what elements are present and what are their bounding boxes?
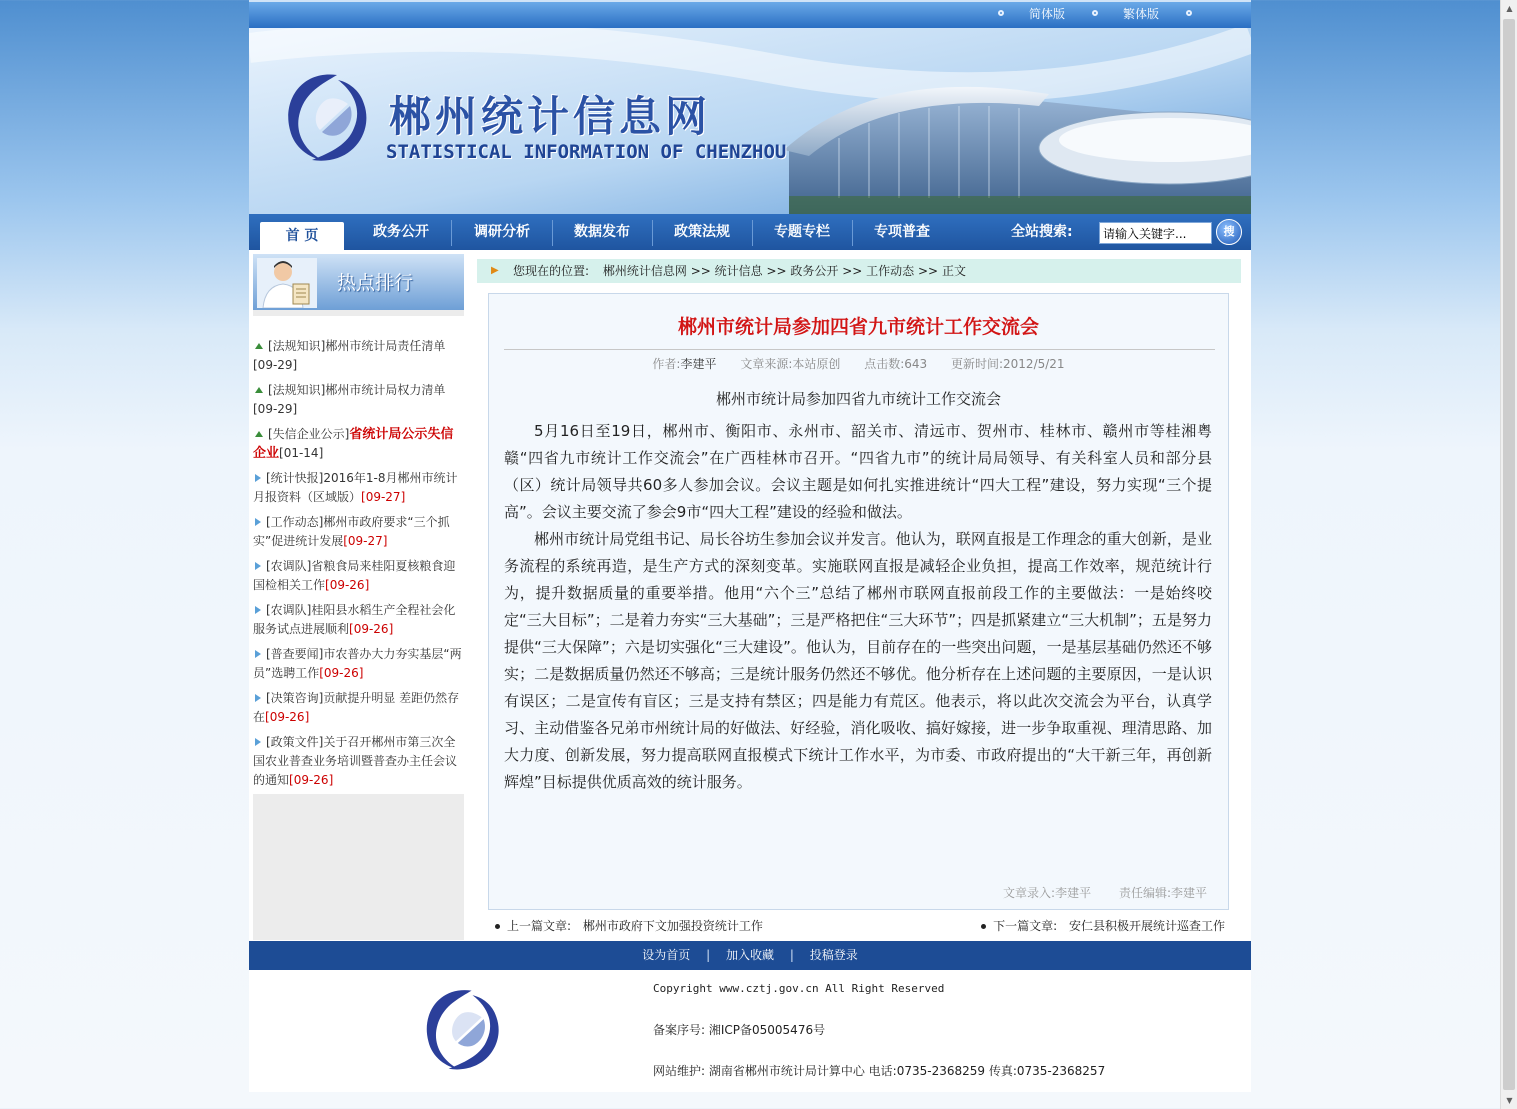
nav-special-column[interactable]: 专题专栏 (774, 224, 830, 240)
source-value: 本站原创 (792, 357, 841, 371)
scroll-up-arrow-icon[interactable]: ▲ (1506, 4, 1513, 13)
list-item[interactable] (253, 645, 463, 683)
hot-ranking-list (253, 316, 464, 794)
footer-maintenance: 网站维护: 湖南省郴州市统计局计算中心 电话:0735-2368259 传真:0735-2368257 (653, 1064, 1106, 1078)
bullet-icon (1186, 10, 1192, 16)
nav-research[interactable]: 调研分析 (474, 224, 530, 240)
set-homepage-link[interactable]: 设为首页 (642, 948, 691, 962)
list-item-text[interactable]: [统计快报]2016年1-8月郴州市统计月报资料（区域版） (253, 471, 458, 504)
list-item[interactable] (253, 425, 463, 463)
sidebar-hot-ranking (253, 254, 464, 940)
traditional-chinese-link[interactable]: 繁体版 (1123, 7, 1160, 21)
vertical-scrollbar[interactable] (1500, 0, 1517, 1109)
breadcrumb-separator: >> (914, 264, 942, 278)
breadcrumb-link-affairs[interactable]: 政务公开 (790, 264, 839, 278)
list-item[interactable] (253, 337, 463, 375)
bullet-icon (981, 924, 986, 929)
breadcrumb-arrow-icon: ▶ (491, 265, 499, 276)
article-title: 郴州市统计局参加四省九市统计工作交流会 (677, 316, 1039, 338)
article-paragraph: 5月16日至19日，郴州市、衡阳市、永州市、韶关市、清远市、贺州市、桂林市、赣州市等桂湘粤赣“四省九市统计工作交流会”在广西桂林市召开。“四省九市”的统计局局领导、有关科室人员和部分县（区）统计局领导共60多人参加会议。会议主题是如何扎实推进统计“四大工程”建设，努力实现“三个提高”。会议主要交流了参会9市“四大工程”建设的经验和做法。 (504, 422, 1212, 521)
footer-link-bar (249, 941, 1251, 970)
arrow-right-icon (255, 694, 261, 702)
breadcrumb-separator: >> (762, 264, 791, 278)
add-favorite-link[interactable]: 加入收藏 (725, 948, 774, 962)
updated-label: 更新时间: (950, 357, 1004, 371)
list-item-date: [09-26] (349, 622, 394, 636)
article-meta (489, 355, 1228, 372)
site-title-en: STATISTICAL INFORMATION OF CHENZHOU (386, 141, 787, 163)
hits-label: 点击数: (864, 357, 905, 371)
list-item-text[interactable]: [决策咨询]贡献提升明显 差距仍然存在 (253, 691, 460, 724)
nav-home[interactable]: 首 页 (260, 222, 344, 250)
scrollbar-thumb[interactable] (1503, 19, 1515, 1090)
sidebar-title: 热点排行 (337, 272, 414, 294)
updated-value: 2012/5/21 (1003, 357, 1065, 371)
bullet-icon (495, 924, 500, 929)
simplified-chinese-link[interactable]: 简体版 (1029, 7, 1066, 21)
list-item[interactable] (253, 469, 463, 507)
sidebar-header (253, 254, 464, 310)
list-item-date: [01-14] (279, 446, 324, 460)
breadcrumb-label: 您现在的位置: (513, 264, 590, 278)
top-strip (249, 0, 1251, 28)
entered-by-label: 文章录入: (1003, 886, 1056, 900)
source-label: 文章来源: (740, 357, 793, 371)
prev-label: 上一篇文章: (507, 919, 572, 933)
breadcrumb-link-work[interactable]: 工作动态 (866, 264, 915, 278)
submit-login-link[interactable]: 投稿登录 (809, 948, 858, 962)
list-item-date: [09-27] (361, 490, 406, 504)
breadcrumb-link-stats[interactable]: 统计信息 (714, 264, 763, 278)
article-panel (488, 293, 1229, 910)
entered-by-value: 李建平 (1055, 886, 1092, 900)
list-item-text[interactable]: [政策文件]关于召开郴州市第三次全国农业普查业务培训暨普查办主任会议的通知 (253, 735, 458, 787)
article-subtitle: 郴州市统计局参加四省九市统计工作交流会 (715, 390, 1001, 408)
list-item-text[interactable]: [工作动态]郴州市政府要求“三个抓实”促进统计发展 (253, 515, 450, 548)
arrow-up-icon (255, 387, 263, 393)
breadcrumb-link-home[interactable]: 郴州统计信息网 (602, 264, 687, 278)
list-item-date: [09-26] (319, 666, 364, 680)
list-item-text[interactable]: [失信企业公示] (268, 427, 350, 441)
page-container (249, 0, 1251, 1092)
arrow-right-icon (255, 606, 261, 614)
article-body (504, 418, 1212, 796)
list-item[interactable] (253, 733, 463, 790)
list-item-date: [09-26] (289, 773, 334, 787)
list-item[interactable] (253, 557, 463, 595)
breadcrumb-separator: >> (838, 264, 867, 278)
list-item-text[interactable]: [农调队]桂阳县水稻生产全程社会化服务试点进展顺利 (253, 603, 456, 636)
nav-policy[interactable]: 政策法规 (674, 224, 730, 240)
list-item-date: [09-29] (253, 358, 298, 372)
nav-government-affairs[interactable]: 政务公开 (373, 224, 429, 240)
main-nav (249, 214, 1251, 250)
author-label: 作者: (652, 357, 681, 371)
list-item[interactable] (253, 513, 463, 551)
list-item-text[interactable]: [法规知识]郴州市统计局责任清单 (268, 339, 446, 353)
arrow-right-icon (255, 562, 261, 570)
arrow-right-icon (255, 738, 261, 746)
site-title-cn: 郴州统计信息网 (389, 92, 712, 141)
article-paragraph: 郴州市统计局党组书记、局长谷坊生参加会议并发言。他认为，联网直报是工作理念的重大创新，是业务流程的系统再造，是生产方式的深刻变革。实施联网直报是减轻企业负担，提高工作效率，规范统计行为，提升数据质量的重要举措。他用“六个三”总结了郴州市联网直报前段工作的主要做法：一是始终咬定“三大目标”；二是着力夯实“三大基础”；三是严格把住“三大环节”；四是抓紧建立“三大机制”；五是努力提供“三大保障”；六是切实强化“三大建设”。他认为，目前存在的一些突出问题，一是基层基础仍然还不够实；二是数据质量仍然还不够高；三是统计服务仍然还不够优。他分析存在上述问题的主要原因，一是认识有误区；二是宣传有盲区；三是支持有禁区；四是能力有荒区。他表示，将以此次交流会为平台，认真学习、主动借鉴各兄弟市州统计局的好做法、好经验，消化吸收、搞好嫁接，进一步争取重视、理清思路、加大力度、创新发展，努力提高联网直报模式下统计工作水平，为市委、市政府提出的“大干新三年，再创新辉煌”目标提供优质高效的统计服务。 (504, 530, 1212, 791)
footer-icp: 备案序号: 湘ICP备05005476号 (653, 1023, 826, 1037)
scroll-down-arrow-icon[interactable]: ▼ (1506, 1096, 1513, 1105)
list-item-date: [09-29] (253, 402, 298, 416)
breadcrumb-text (513, 259, 966, 283)
person-avatar-icon (257, 258, 317, 308)
list-item-highlight[interactable]: 省统计局公示失信企业 (253, 427, 454, 461)
list-item[interactable] (253, 381, 463, 419)
breadcrumb-separator: >> (686, 264, 715, 278)
list-item-text[interactable]: [法规知识]郴州市统计局权力清单 (268, 383, 446, 397)
list-item-date: [09-26] (325, 578, 370, 592)
next-article (981, 917, 1225, 934)
search-button[interactable]: 搜 (1216, 219, 1242, 245)
search-input[interactable] (1099, 222, 1212, 244)
next-article-link[interactable]: 安仁县积极开展统计巡查工作 (1068, 919, 1225, 933)
list-item-text[interactable]: [普查要闻]市农普办大力夯实基层“两员”选聘工作 (253, 647, 462, 680)
list-item-text[interactable]: [农调队]省粮食局来桂阳夏核粮食迎国检相关工作 (253, 559, 456, 592)
footer-copyright: Copyright www.cztj.gov.cn All Right Reserved (653, 982, 945, 995)
nav-data-release[interactable]: 数据发布 (574, 224, 630, 240)
list-item[interactable] (253, 689, 463, 727)
breadcrumb (477, 259, 1241, 283)
list-item-date: [09-26] (265, 710, 310, 724)
editor-value: 李建平 (1170, 886, 1207, 900)
search-label: 全站搜索: (1011, 224, 1073, 240)
prev-article (495, 917, 763, 934)
author-value: 李建平 (680, 357, 717, 371)
article-pagination (495, 917, 1225, 937)
article-editor-info (979, 884, 1207, 901)
list-item-date: [09-27] (343, 534, 388, 548)
prev-article-link[interactable]: 郴州市政府下文加强投资统计工作 (582, 919, 763, 933)
arrow-right-icon (255, 650, 261, 658)
footer-separator: | (789, 948, 794, 962)
arrow-up-icon (255, 343, 263, 349)
bullet-icon (1092, 10, 1098, 16)
breadcrumb-current: 正文 (941, 264, 966, 278)
editor-label: 责任编辑: (1118, 886, 1171, 900)
nav-census[interactable]: 专项普查 (874, 224, 930, 240)
bullet-icon (998, 10, 1004, 16)
arrow-up-icon (255, 431, 263, 437)
site-banner (249, 28, 1251, 214)
title-divider (504, 349, 1215, 350)
next-label: 下一篇文章: (993, 919, 1058, 933)
arrow-right-icon (255, 518, 261, 526)
footer-logo-icon (421, 990, 509, 1072)
footer-separator: | (706, 948, 711, 962)
footer (249, 970, 1251, 1092)
hits-value: 643 (904, 357, 928, 371)
list-item[interactable] (253, 601, 463, 639)
arrow-right-icon (255, 474, 261, 482)
